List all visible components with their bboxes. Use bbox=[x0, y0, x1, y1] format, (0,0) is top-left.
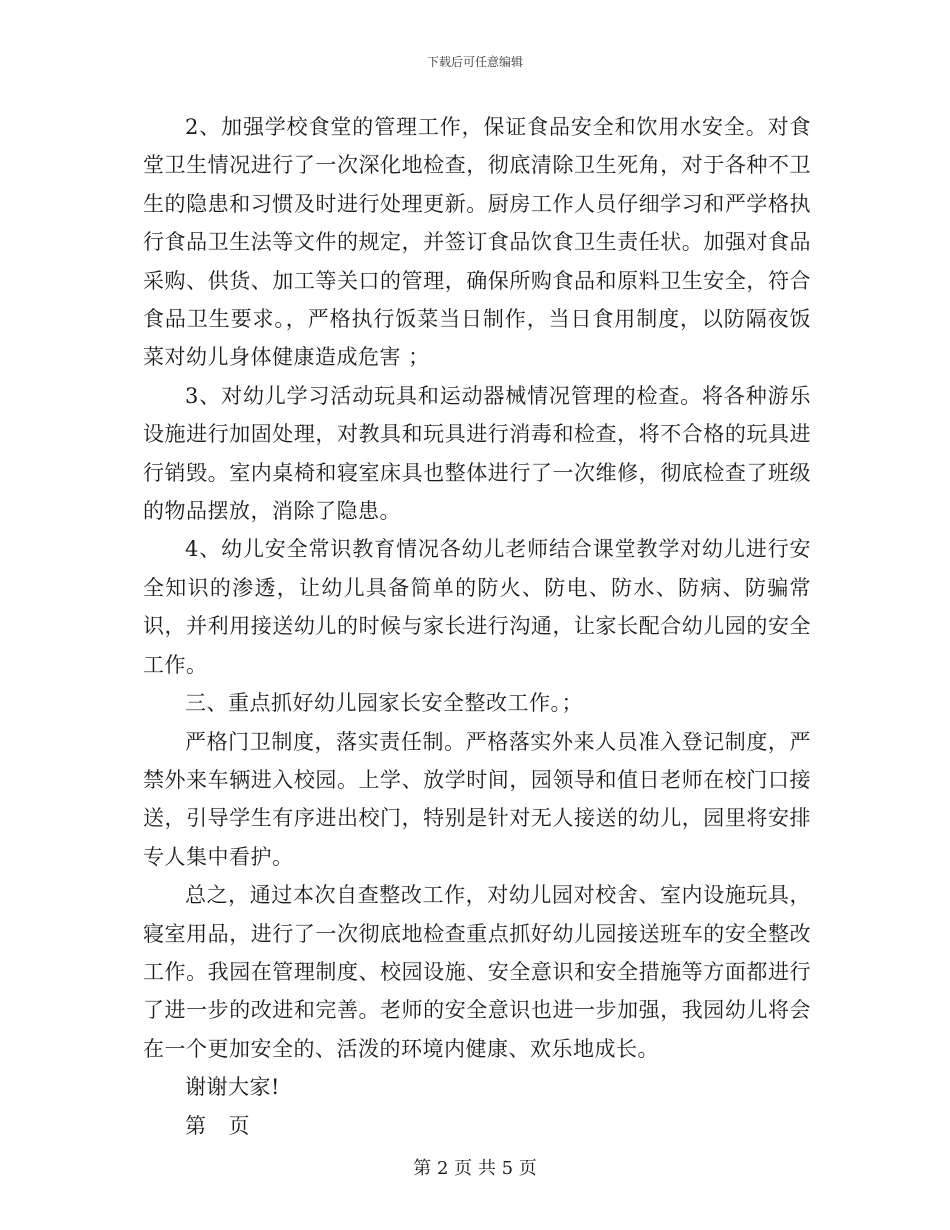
header-note: 下载后可任意编辑 bbox=[426, 55, 523, 69]
page-marker-left: 第 bbox=[185, 1113, 207, 1138]
document-body bbox=[143, 108, 811, 1145]
page-footer: 第 2 页 共 5 页 bbox=[413, 1158, 537, 1179]
paragraph-toys: 3、对幼儿学习活动玩具和运动器械情况管理的检查。将各种游乐设施进行加固处理，对教具和玩具进行消毒和检查，将不合格的玩具进行销毁。室内桌椅和寝室床具也整体进行了一次维修，彻底检查了班级的物品摆放，消除了隐患。 bbox=[143, 383, 811, 524]
paragraph-canteen: 2、加强学校食堂的管理工作，保证食品安全和饮用水安全。对食堂卫生情况进行了一次深化地检查，彻底清除卫生死角，对于各种不卫生的隐患和习惯及时进行处理更新。厨房工作人员仔细学习和严学格执行食品卫生法等文件的规定，并签订食品饮食卫生责任状。加强对食品采购、供货、加工等关口的管理，确保所购食品和原料卫生安全，符合食品卫生要求。，严格执行饭菜当日制作，当日食用制度，以防隔夜饭菜对幼儿身体健康造成危害 ； bbox=[143, 115, 811, 370]
page-marker bbox=[143, 1107, 811, 1145]
paragraph-thanks: 谢谢大家! bbox=[185, 1075, 280, 1100]
paragraph-summary: 总之，通过本次自查整改工作，对幼儿园对校舍、室内设施玩具，寝室用品，进行了一次彻底地检查重点抓好幼儿园接送班车的安全整改工作。我园在管理制度、校园设施、安全意识和安全措施等方面都进行了进一步的改进和完善。老师的安全意识也进一步加强，我园幼儿将会在一个更加安全的、活泼的环境内健康、欢乐地成长。 bbox=[143, 883, 811, 1061]
paragraph-gate: 严格门卫制度，落实责任制。严格落实外来人员准入登记制度，严禁外来车辆进入校园。上学、放学时间，园领导和值日老师在校门口接送，引导学生有序进出校门，特别是针对无人接送的幼儿，园里将安排专人集中看护。 bbox=[143, 729, 811, 869]
paragraph-safety-education: 4、幼儿安全常识教育情况各幼儿老师结合课堂教学对幼儿进行安全知识的渗透，让幼儿具备简单的防火、防电、防水、防病、防骗常识，并利用接送幼儿的时候与家长进行沟通，让家长配合幼儿园的安全工作。 bbox=[143, 537, 811, 677]
section-heading-parents: 三、重点抓好幼儿园家长安全整改工作。； bbox=[185, 691, 583, 716]
page-marker-right: 页 bbox=[228, 1113, 250, 1138]
